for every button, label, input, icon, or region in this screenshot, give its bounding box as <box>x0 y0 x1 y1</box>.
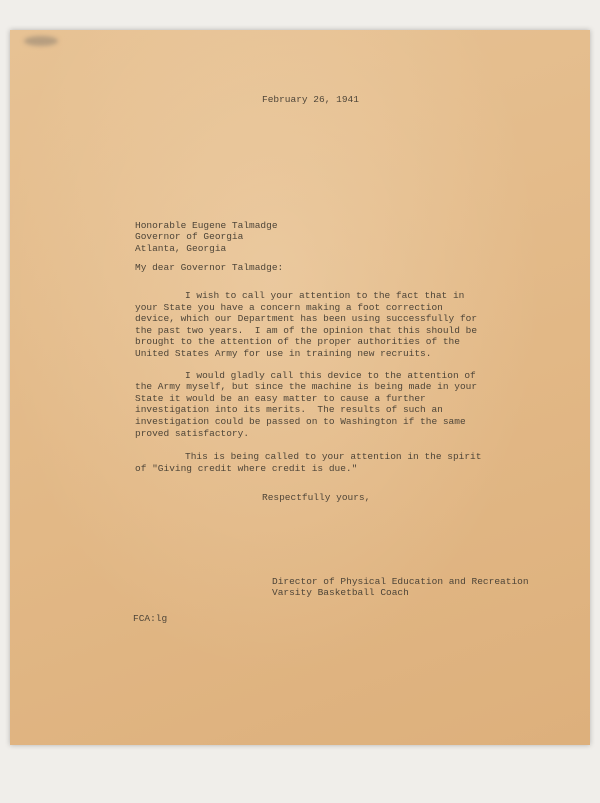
letter-date: February 26, 1941 <box>262 94 359 105</box>
typist-reference: FCA:lg <box>133 613 168 625</box>
body-paragraph-3: This is being called to your attention in the spirit of "Giving credit where credit is due." <box>135 451 488 474</box>
signature-block <box>272 576 590 599</box>
salutation: My dear Governor Talmadge: <box>135 262 284 274</box>
signature-title-2: Varsity Basketball Coach <box>272 587 409 599</box>
signature-title-1: Director of Physical Education and Recreation <box>272 575 529 587</box>
recipient-name: Honorable Eugene Talmadge <box>135 219 278 231</box>
recipient-city: Atlanta, Georgia <box>135 242 227 254</box>
scan-smudge <box>24 36 58 46</box>
recipient-title: Governor of Georgia <box>135 231 244 243</box>
letter-paper <box>10 30 590 745</box>
recipient-address <box>135 220 590 255</box>
body-paragraph-2: I would gladly call this device to the attention of the Army myself, but since the machine is being made in your State it would be an easy matter to cause a further investigation into its merits. The results of such an investigation could be passed on to Washington if the same proved satisfactory. <box>135 369 483 439</box>
closing-line: Respectfully yours, <box>262 492 371 504</box>
body-paragraph-1: I wish to call your attention to the fact that in your State you have a concern making a foot correction device, which our Department has been using successfully for the past two years. I am of the opinion that this should be brought to the attention of the proper authorities of the United States Army for use in training new recruits. <box>135 289 483 359</box>
